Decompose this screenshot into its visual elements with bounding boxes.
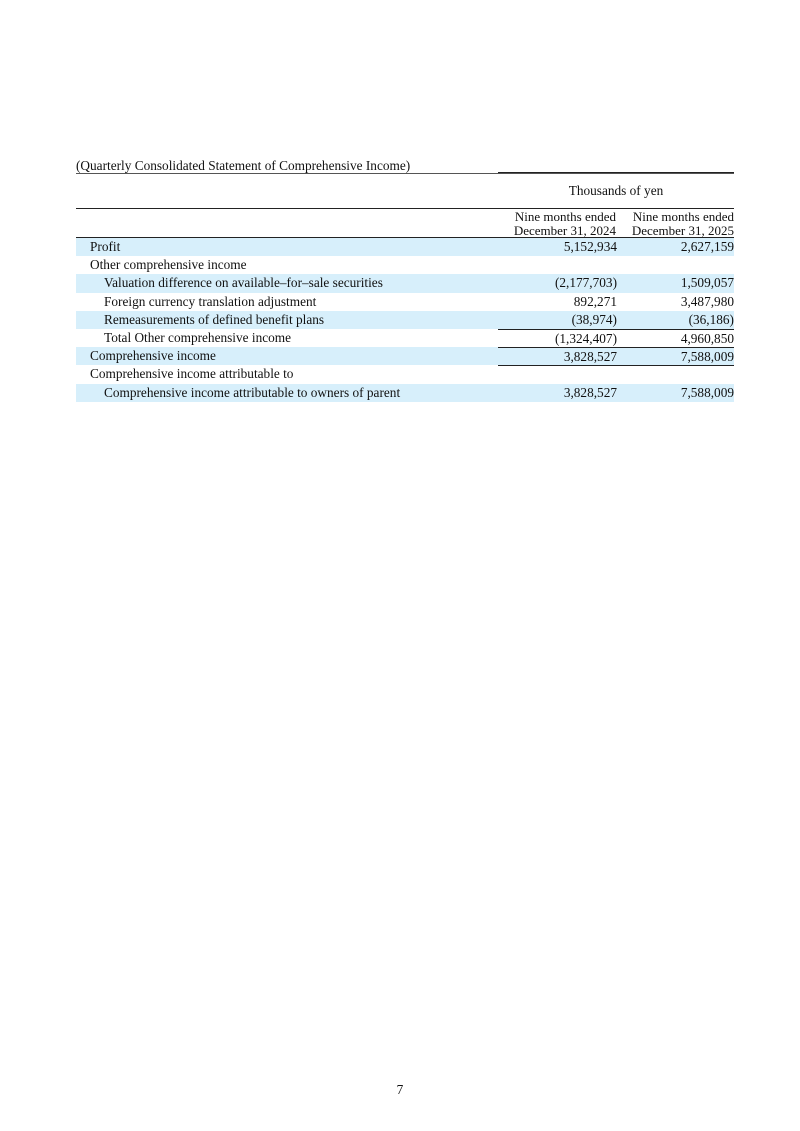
row-label: Other comprehensive income <box>90 257 247 273</box>
row-value-2024: 3,828,527 <box>563 384 617 400</box>
row-remeasurements <box>76 311 734 329</box>
row-label: Comprehensive income attributable to <box>90 366 294 382</box>
row-comprehensive-income <box>76 347 734 365</box>
row-label: Comprehensive income <box>90 348 216 364</box>
column-header-line2: December 31, 2025 <box>631 223 734 238</box>
column-header-2024 <box>498 210 616 238</box>
statement-rows <box>76 238 734 402</box>
row-value-2024: 3,828,527 <box>498 347 617 366</box>
row-other-comprehensive-income <box>76 256 734 274</box>
caption-underline <box>76 173 734 174</box>
row-value-2025: (36,186) <box>688 311 734 327</box>
column-header-line1: Nine months ended <box>514 209 616 224</box>
row-value-2024: 892,271 <box>573 293 617 309</box>
statement-caption-row <box>76 157 734 174</box>
row-value-2025: 4,960,850 <box>616 329 734 348</box>
row-value-2024: (38,974) <box>571 311 617 327</box>
comprehensive-income-statement <box>76 157 734 400</box>
column-header-line1: Nine months ended <box>632 209 734 224</box>
row-value-2025: 1,509,057 <box>680 275 734 291</box>
row-valuation-difference <box>76 274 734 292</box>
row-label: Profit <box>90 239 121 254</box>
row-label: Valuation difference on available–for–sale securities <box>104 275 383 291</box>
row-value-2024: (1,324,407) <box>498 329 617 348</box>
row-profit <box>76 238 734 256</box>
row-value-2024: (2,177,703) <box>554 275 617 291</box>
statement-caption: (Quarterly Consolidated Statement of Comprehensive Income) <box>76 158 411 173</box>
row-value-2025: 7,588,009 <box>616 347 734 366</box>
row-label: Foreign currency translation adjustment <box>104 293 317 309</box>
row-value-2024: 5,152,934 <box>563 239 617 254</box>
row-value-2025: 2,627,159 <box>680 239 734 254</box>
column-header-line2: December 31, 2024 <box>513 223 616 238</box>
row-label: Comprehensive income attributable to owners of parent <box>104 384 401 400</box>
row-attributable-to-owners <box>76 384 734 402</box>
units-label: Thousands of yen <box>568 183 664 198</box>
column-header-2025 <box>616 210 734 238</box>
row-value-2025: 3,487,980 <box>680 293 734 309</box>
row-foreign-currency-translation <box>76 293 734 311</box>
caption-rule-right <box>498 172 734 173</box>
row-label: Total Other comprehensive income <box>104 329 292 345</box>
row-total-other-comprehensive-income <box>76 329 734 347</box>
row-value-2025: 7,588,009 <box>680 384 734 400</box>
page-number: 7 <box>396 1082 404 1097</box>
row-attributable-to <box>76 365 734 383</box>
row-label: Remeasurements of defined benefit plans <box>104 311 325 327</box>
